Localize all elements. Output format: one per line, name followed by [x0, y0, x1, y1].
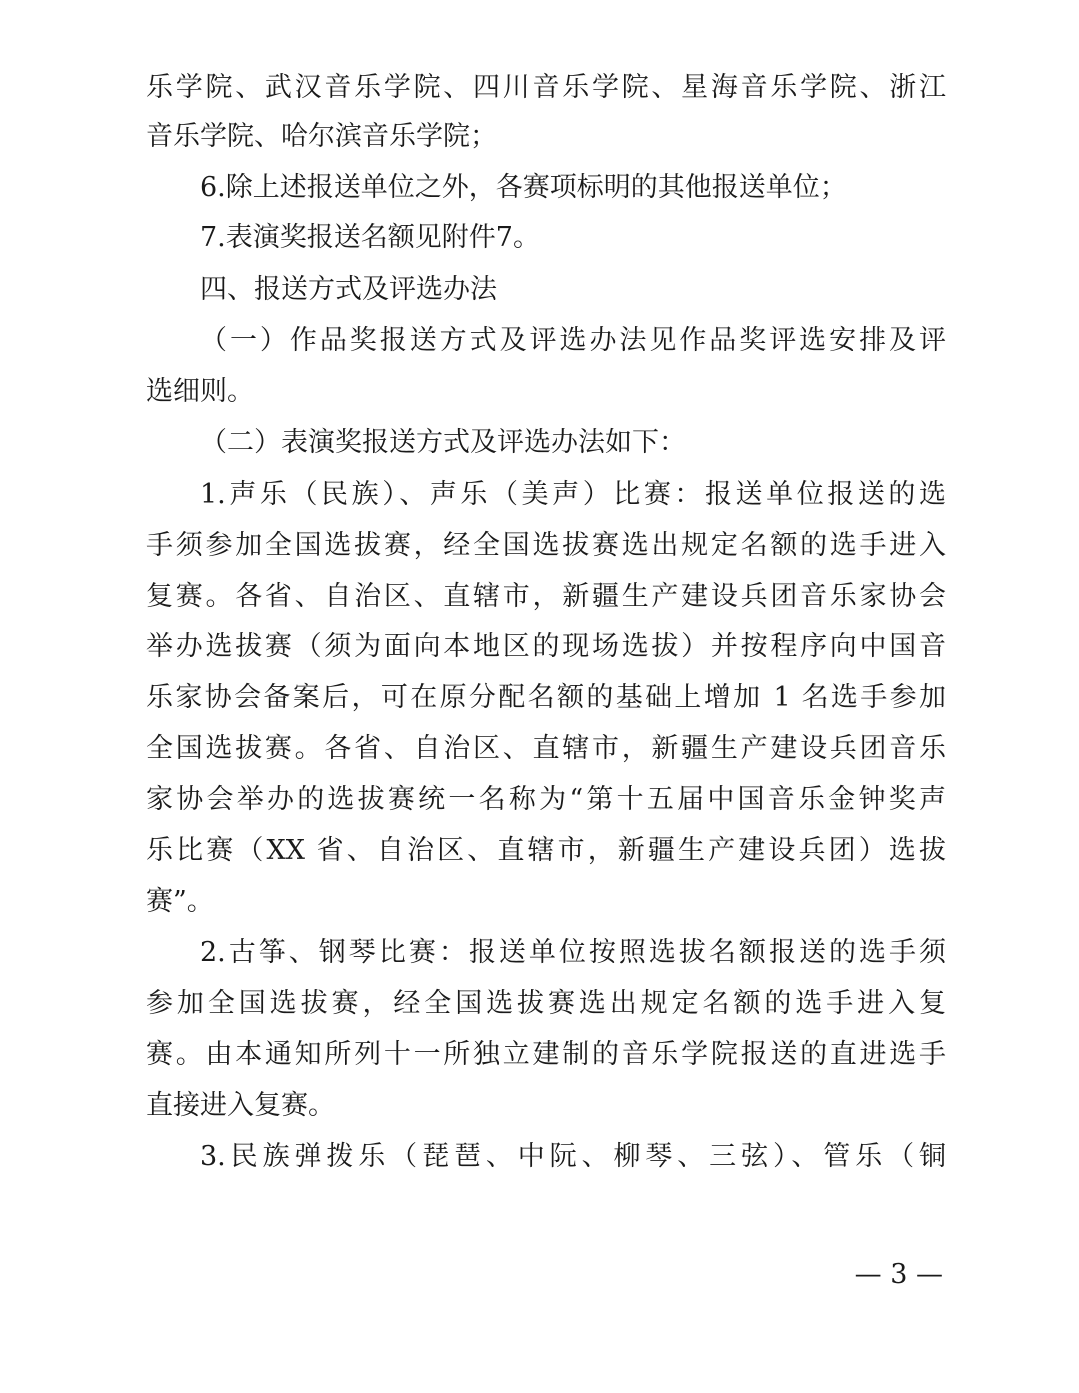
text-line: 举办选拔赛（须为面向本地区的现场选拔）并按程序向中国音 — [146, 631, 946, 662]
text-line: 家协会举办的选拔赛统一名称为“第十五届中国音乐金钟奖声 — [146, 784, 946, 815]
text-line: 参加全国选拔赛，经全国选拔赛选出规定名额的选手进入复 — [146, 988, 946, 1019]
page-number: — 3 — — [854, 1259, 943, 1290]
text-line: 1.声乐（民族）、声乐（美声）比赛：报送单位报送的选 — [200, 479, 946, 510]
text-line: 乐家协会备案后，可在原分配名额的基础上增加 1 名选手参加 — [146, 682, 946, 713]
subsection-heading: （二）表演奖报送方式及评选办法如下： — [200, 427, 686, 458]
list-item-6: 6.除上述报送单位之外，各赛项标明的其他报送单位； — [200, 172, 847, 203]
text-line: 3.民族弹拨乐（琵琶、中阮、柳琴、三弦）、管乐（铜 — [200, 1141, 946, 1172]
text-line: 2.古筝、钢琴比赛：报送单位按照选拔名额报送的选手须 — [200, 937, 946, 968]
text-line: 赛。由本通知所列十一所独立建制的音乐学院报送的直进选手 — [146, 1039, 946, 1070]
list-item-7: 7.表演奖报送名额见附件7。 — [200, 222, 540, 253]
text-line: 乐学院、武汉音乐学院、四川音乐学院、星海音乐学院、浙江 — [146, 72, 946, 103]
text-line: 手须参加全国选拔赛，经全国选拔赛选出规定名额的选手进入 — [146, 530, 946, 561]
text-line: 选细则。 — [146, 376, 254, 407]
text-line: 直接进入复赛。 — [146, 1090, 335, 1121]
text-line: 音乐学院、哈尔滨音乐学院； — [146, 121, 497, 152]
text-line: 乐比赛（XX 省、自治区、直辖市，新疆生产建设兵团）选拔 — [146, 835, 946, 866]
section-heading: 四、报送方式及评选办法 — [200, 274, 497, 305]
text-line: （一）作品奖报送方式及评选办法见作品奖评选安排及评 — [200, 325, 946, 356]
text-line: 赛”。 — [146, 886, 214, 917]
text-line: 全国选拔赛。各省、自治区、直辖市，新疆生产建设兵团音乐 — [146, 733, 946, 764]
text-line: 复赛。各省、自治区、直辖市，新疆生产建设兵团音乐家协会 — [146, 581, 946, 612]
